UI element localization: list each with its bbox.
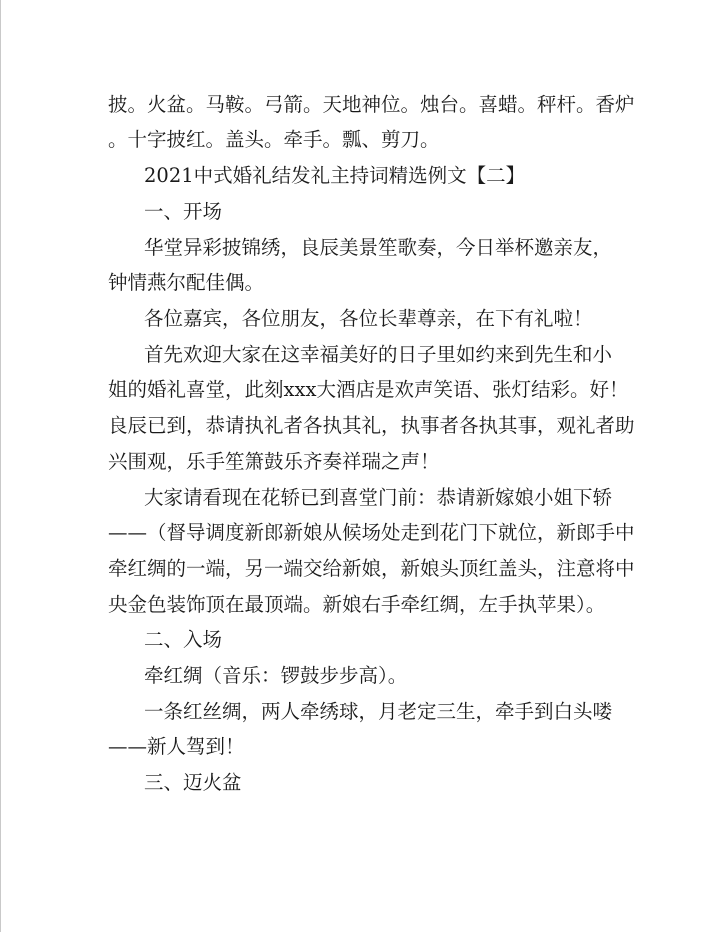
text-line: 牵红绸的一端，另一端交给新娘，新娘头顶红盖头，注意将中: [108, 557, 635, 580]
text-line: 姐的婚礼喜堂，此刻xxx大酒店是欢声笑语、张灯结彩。好！: [108, 378, 629, 401]
text-line: 华堂异彩披锦绣，良辰美景笙歌奏，今日举杯邀亲友，: [144, 236, 613, 259]
text-line: 首先欢迎大家在这幸福美好的日子里如约来到先生和小: [144, 343, 613, 366]
text-line: ——新人驾到！: [108, 735, 245, 758]
section-title: 2021中式婚礼结发礼主持词精选例文【二】: [144, 164, 526, 187]
text-line: 大家请看现在花轿已到喜堂门前：恭请新嫁娘小姐下轿: [144, 486, 613, 509]
text-line: 兴围观，乐手笙箫鼓乐齐奏祥瑞之声！: [108, 450, 440, 473]
section-heading: 三、迈火盆: [144, 771, 242, 794]
text-line: 牵红绸（音乐：锣鼓步步高）。: [144, 664, 408, 687]
text-line: 钟情燕尔配佳偶。: [108, 271, 265, 294]
text-line: 央金色装饰顶在最顶端。新娘右手牵红绸，左手执苹果）。: [108, 593, 606, 616]
text-line: 良辰已到，恭请执礼者各执其礼，执事者各执其事，观礼者助: [108, 414, 635, 437]
text-line: 各位嘉宾，各位朋友，各位长辈尊亲，在下有礼啦！: [144, 307, 593, 330]
text-line: 一条红丝绸，两人牵绣球，月老定三生，牵手到白头喽: [144, 700, 613, 723]
section-heading: 一、开场: [144, 200, 223, 223]
text-line: 披。火盆。马鞍。弓箭。天地神位。烛台。喜蜡。秤杆。香炉: [108, 93, 635, 116]
text-line: 。十字披红。盖头。牵手。瓢、剪刀。: [108, 128, 440, 151]
section-heading: 二、入场: [144, 628, 223, 651]
text-line: ——（督导调度新郎新娘从候场处走到花门下就位，新郎手中: [108, 521, 635, 544]
